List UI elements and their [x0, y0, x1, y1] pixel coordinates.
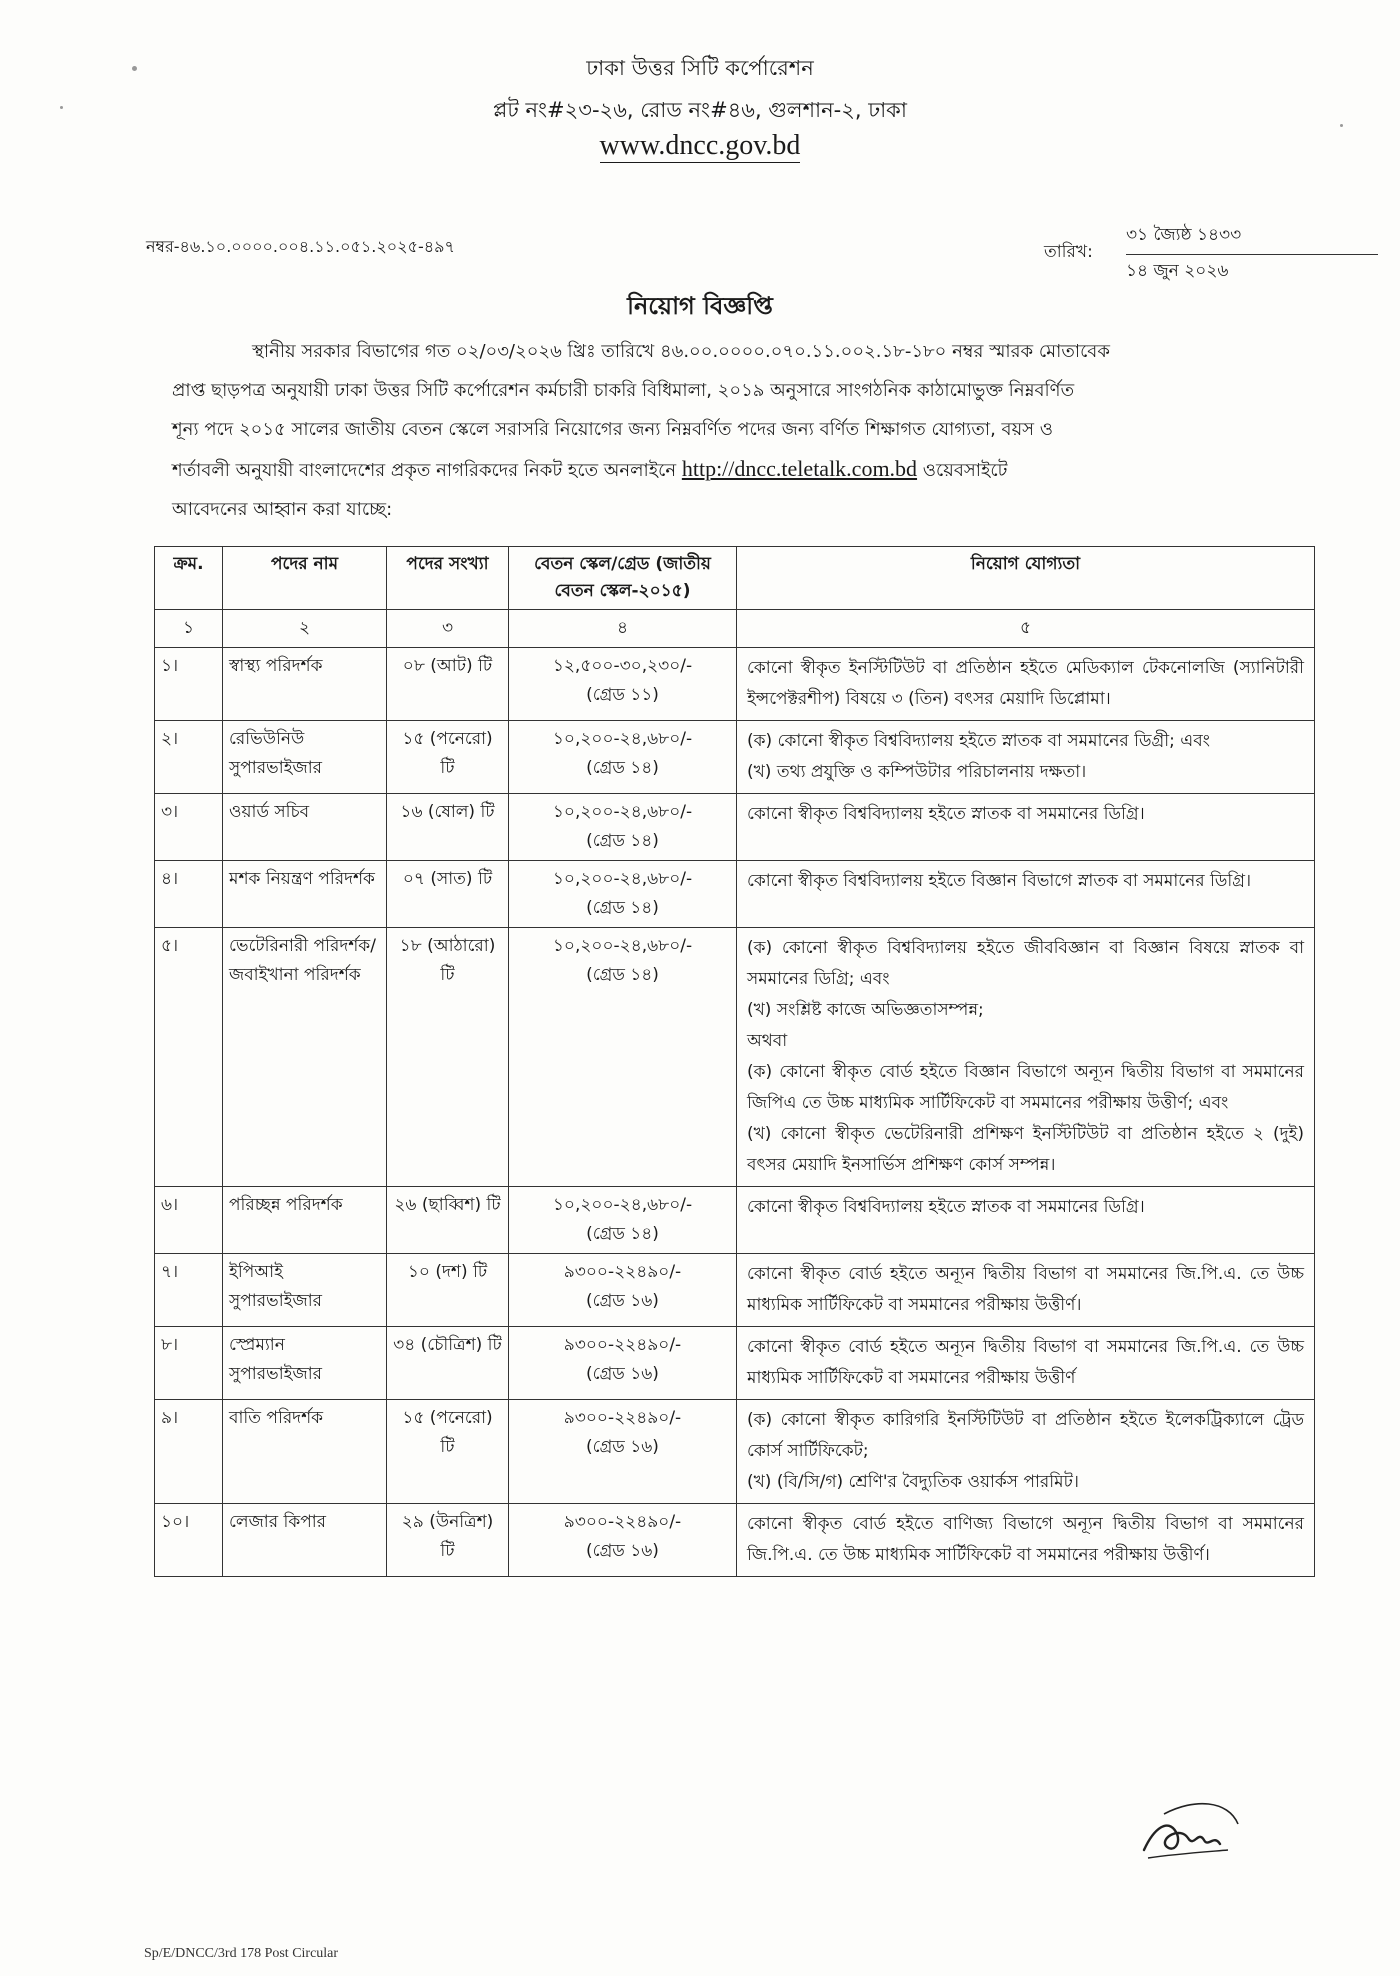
pay-scale-range: ১০,২০০-২৪,৬৮০/- — [552, 1195, 693, 1215]
cell-sl: ৬। — [155, 1187, 223, 1254]
cell-sl: ৭। — [155, 1254, 223, 1327]
pay-grade: (গ্রেড ১৪) — [586, 831, 659, 851]
cell-post-name: বাতি পরিদর্শক — [223, 1400, 387, 1504]
pay-scale-range: ১০,২০০-২৪,৬৮০/- — [552, 869, 693, 889]
org-name: ঢাকা উত্তর সিটি কর্পোরেশন — [586, 56, 814, 80]
table-row — [155, 928, 1315, 1187]
qualification-line: কোনো স্বীকৃত বোর্ড হইতে বাণিজ্য বিভাগে অন্যূন দ্বিতীয় বিভাগ বা সমমানের জি.পি.এ. তে উচ্চ মাধ্যমিক সার্টিফিকেট বা সমমানের পরীক্ষায় উত্তীর্ণ। — [747, 1514, 1304, 1565]
qualification-line: কোনো স্বীকৃত বোর্ড হইতে অন্যূন দ্বিতীয় বিভাগ বা সমমানের জি.পি.এ. তে উচ্চ মাধ্যমিক সার্টিফিকেট বা সমমানের পরীক্ষায় উত্তীর্ণ — [747, 1337, 1304, 1388]
pay-scale-range: ৯৩০০-২২৪৯০/- — [563, 1335, 682, 1355]
qualification-line: কোনো স্বীকৃত বোর্ড হইতে অন্যূন দ্বিতীয় বিভাগ বা সমমানের জি.পি.এ. তে উচ্চ মাধ্যমিক সার্টিফিকেট বা সমমানের পরীক্ষায় উত্তীর্ণ। — [747, 1264, 1304, 1315]
cell-sl: ৫। — [155, 928, 223, 1187]
date-block — [1044, 222, 1378, 284]
handwritten-signature-icon — [1124, 1788, 1244, 1872]
cell-post-count: ৩৪ (চৌত্রিশ) টি — [387, 1327, 509, 1400]
pay-scale-range: ৯৩০০-২২৪৯০/- — [563, 1512, 682, 1532]
cell-post-name: স্প্রেম্যান সুপারভাইজার — [223, 1327, 387, 1400]
qualification-line: কোনো স্বীকৃত বিশ্ববিদ্যালয় হইতে স্নাতক বা সমমানের ডিগ্রি। — [747, 804, 1145, 824]
pay-grade: (গ্রেড ১৪) — [586, 898, 659, 918]
cell-pay-scale — [509, 794, 737, 861]
cell-post-count: ১৫ (পনেরো) টি — [387, 1400, 509, 1504]
cell-sl: ৪। — [155, 861, 223, 928]
org-address: প্লট নং#২৩-২৬, রোড নং#৪৬, গুলশান-২, ঢাকা — [493, 98, 907, 122]
cell-qualification — [737, 1187, 1315, 1254]
page-title: নিয়োগ বিজ্ঞপ্তি — [627, 292, 773, 320]
cell-qualification — [737, 794, 1315, 861]
pay-grade: (গ্রেড ১৪) — [586, 758, 659, 778]
cell-qualification — [737, 1400, 1315, 1504]
column-number-row — [155, 610, 1315, 648]
table-row — [155, 1400, 1315, 1504]
cell-post-count: ০৭ (সাত) টি — [387, 861, 509, 928]
col-number: ৩ — [387, 610, 509, 648]
cell-pay-scale — [509, 1504, 737, 1577]
qualification-line: (খ) তথ্য প্রযুক্তি ও কম্পিউটার পরিচালনায় দক্ষতা। — [747, 762, 1087, 782]
cell-post-name: মশক নিয়ন্ত্রণ পরিদর্শক — [223, 861, 387, 928]
cell-sl: ১০। — [155, 1504, 223, 1577]
cell-qualification — [737, 1327, 1315, 1400]
col-header-post: পদের নাম — [223, 547, 387, 610]
qualification-line: কোনো স্বীকৃত বিশ্ববিদ্যালয় হইতে বিজ্ঞান বিভাগে স্নাতক বা সমমানের ডিগ্রি। — [747, 871, 1252, 891]
col-number: ৫ — [737, 610, 1315, 648]
qualification-line: কোনো স্বীকৃত বিশ্ববিদ্যালয় হইতে স্নাতক বা সমমানের ডিগ্রি। — [747, 1197, 1145, 1217]
qualification-line: (খ) (বি/সি/গ) শ্রেণি'র বৈদ্যুতিক ওয়ার্কস পারমিট। — [747, 1472, 1079, 1492]
cell-pay-scale — [509, 1254, 737, 1327]
table-row — [155, 1187, 1315, 1254]
table-row — [155, 1327, 1315, 1400]
intro-line: আবেদনের আহ্বান করা যাচ্ছে: — [172, 499, 393, 520]
pay-scale-range: ১২,৫০০-৩০,২৩০/- — [552, 656, 693, 676]
table-header-row — [155, 547, 1315, 610]
table-row — [155, 648, 1315, 721]
qualification-line: (ক) কোনো স্বীকৃত বিশ্ববিদ্যালয় হইতে জীববিজ্ঞান বা বিজ্ঞান বিষয়ে স্নাতক বা সমমানের ডিগ্রি; এবং — [747, 938, 1304, 989]
cell-qualification — [737, 861, 1315, 928]
memo-number: নম্বর-৪৬.১০.০০০০.০০৪.১১.০৫১.২০২৫-৪৯৭ — [146, 237, 455, 256]
cell-qualification — [737, 721, 1315, 794]
qualification-line: (ক) কোনো স্বীকৃত বোর্ড হইতে বিজ্ঞান বিভাগে অন্যূন দ্বিতীয় বিভাগ বা সমমানের জিপিএ তে উচ্চ মাধ্যমিক সার্টিফিকেট বা সমমানের পরীক্ষায় উত্তীর্ণ; এবং — [747, 1062, 1304, 1113]
cell-post-count: ০৮ (আট) টি — [387, 648, 509, 721]
cell-post-name: রেভিউনিউ সুপারভাইজার — [223, 721, 387, 794]
cell-post-count: ১৮ (আঠারো) টি — [387, 928, 509, 1187]
table-row — [155, 721, 1315, 794]
pay-grade: (গ্রেড ১৬) — [586, 1364, 659, 1384]
cell-post-name: ওয়ার্ড সচিব — [223, 794, 387, 861]
cell-qualification — [737, 928, 1315, 1187]
intro-line: শর্তাবলী অনুযায়ী বাংলাদেশের প্রকৃত নাগরিকদের নিকট হতে অনলাইনে http://dncc.teletalk.com.bd ওয়েবসাইটে — [172, 456, 1008, 481]
pay-grade: (গ্রেড ১৪) — [586, 1224, 659, 1244]
cell-pay-scale — [509, 861, 737, 928]
cell-post-count: ২৯ (উনত্রিশ) টি — [387, 1504, 509, 1577]
qualification-line: (খ) সংশ্লিষ্ট কাজে অভিজ্ঞতাসম্পন্ন; — [747, 1000, 984, 1020]
cell-pay-scale — [509, 721, 737, 794]
cell-post-name: স্বাস্থ্য পরিদর্শক — [223, 648, 387, 721]
qualification-line: কোনো স্বীকৃত ইনস্টিটিউট বা প্রতিষ্ঠান হইতে মেডিক্যাল টেকনোলজি (স্যানিটারী ইন্সপেক্টরশীপ) বিষয়ে ৩ (তিন) বৎসর মেয়াদি ডিপ্লোমা। — [747, 658, 1304, 709]
cell-post-count: ১০ (দশ) টি — [387, 1254, 509, 1327]
cell-sl: ১। — [155, 648, 223, 721]
cell-pay-scale — [509, 928, 737, 1187]
cell-sl: ৯। — [155, 1400, 223, 1504]
posts-table — [154, 546, 1315, 1577]
col-number: ১ — [155, 610, 223, 648]
qualification-line: (ক) কোনো স্বীকৃত বিশ্ববিদ্যালয় হইতে স্নাতক বা সমমানের ডিগ্রী; এবং — [747, 731, 1210, 751]
cell-post-count: ১৫ (পনেরো) টি — [387, 721, 509, 794]
table-row — [155, 861, 1315, 928]
table-row — [155, 1504, 1315, 1577]
cell-post-name: পরিচ্ছন্ন পরিদর্শক — [223, 1187, 387, 1254]
col-header-qualification: নিয়োগ যোগ্যতা — [737, 547, 1315, 610]
cell-post-name: ভেটেরিনারী পরিদর্শক/ জবাইখানা পরিদর্শক — [223, 928, 387, 1187]
cell-post-name: ইপিআই সুপারভাইজার — [223, 1254, 387, 1327]
col-header-sl: ক্রম. — [155, 547, 223, 610]
intro-line: স্থানীয় সরকার বিভাগের গত ০২/০৩/২০২৬ খ্রিঃ তারিখে ৪৬.০০.০০০০.০৭০.১১.০০২.১৮-১৮০ নম্বর স্মারক মোতাবেক — [252, 341, 1110, 362]
intro-line: শূন্য পদে ২০১৫ সালের জাতীয় বেতন স্কেলে সরাসরি নিয়োগের জন্য নিম্নবর্ণিত পদের জন্য বর্ণিত শিক্ষাগত যোগ্যতা, বয়স ও — [172, 419, 1054, 440]
qualification-line: (ক) কোনো স্বীকৃত কারিগরি ইনস্টিটিউট বা প্রতিষ্ঠান হইতে ইলেকট্রিক্যালে ট্রেড কোর্স সার্টিফিকেট; — [747, 1410, 1304, 1461]
cell-post-count: ১৬ (ষোল) টি — [387, 794, 509, 861]
table-row — [155, 1254, 1315, 1327]
cell-pay-scale — [509, 1327, 737, 1400]
col-header-count: পদের সংখ্যা — [387, 547, 509, 610]
pay-grade: (গ্রেড ১৬) — [586, 1437, 659, 1457]
pay-grade: (গ্রেড ১৪) — [586, 965, 659, 985]
scan-speck — [1340, 124, 1343, 127]
col-number: ২ — [223, 610, 387, 648]
cell-pay-scale — [509, 1400, 737, 1504]
date-english: ১৪ জুন ২০২৬ — [1126, 261, 1229, 281]
intro-paragraph — [172, 332, 1307, 529]
intro-line: প্রাপ্ত ছাড়পত্র অনুযায়ী ঢাকা উত্তর সিটি কর্পোরেশন কর্মচারী চাকরি বিধিমালা, ২০১৯ অনুসারে সাংগঠনিক কাঠামোভুক্ত নিম্নবর্ণিত — [172, 380, 1075, 401]
date-label: তারিখ: — [1044, 242, 1093, 262]
pay-scale-range: ১০,২০০-২৪,৬৮০/- — [552, 936, 693, 956]
cell-qualification — [737, 648, 1315, 721]
pay-grade: (গ্রেড ১৬) — [586, 1291, 659, 1311]
cell-qualification — [737, 1254, 1315, 1327]
date-bangla: ৩১ জ্যৈষ্ঠ ১৪৩৩ — [1126, 222, 1378, 255]
pay-grade: (গ্রেড ১৬) — [586, 1541, 659, 1561]
cell-sl: ৮। — [155, 1327, 223, 1400]
qualification-line: অথবা — [747, 1031, 788, 1051]
footer-reference: Sp/E/DNCC/3rd 178 Post Circular — [144, 1946, 339, 1961]
pay-scale-range: ৯৩০০-২২৪৯০/- — [563, 1262, 682, 1282]
cell-sl: ৩। — [155, 794, 223, 861]
cell-sl: ২। — [155, 721, 223, 794]
col-header-scale: বেতন স্কেল/গ্রেড (জাতীয় বেতন স্কেল-২০১৫) — [509, 547, 737, 610]
qualification-line: (খ) কোনো স্বীকৃত ভেটেরিনারী প্রশিক্ষণ ইনস্টিটিউট বা প্রতিষ্ঠান হইতে ২ (দুই) বৎসর মেয়াদি ইনসার্ভিস প্রশিক্ষণ কোর্স সম্পন্ন। — [747, 1124, 1304, 1175]
website-link[interactable]: www.dncc.gov.bd — [599, 130, 801, 161]
scan-speck — [132, 66, 137, 71]
pay-scale-range: ১০,২০০-২৪,৬৮০/- — [552, 802, 693, 822]
col-number: ৪ — [509, 610, 737, 648]
pay-scale-range: ১০,২০০-২৪,৬৮০/- — [552, 729, 693, 749]
pay-grade: (গ্রেড ১১) — [586, 685, 659, 705]
pay-scale-range: ৯৩০০-২২৪৯০/- — [563, 1408, 682, 1428]
cell-pay-scale — [509, 1187, 737, 1254]
apply-link[interactable]: http://dncc.teletalk.com.bd — [681, 456, 918, 481]
cell-qualification — [737, 1504, 1315, 1577]
table-row — [155, 794, 1315, 861]
scan-speck — [60, 106, 63, 109]
cell-post-count: ২৬ (ছাব্বিশ) টি — [387, 1187, 509, 1254]
cell-pay-scale — [509, 648, 737, 721]
cell-post-name: লেজার কিপার — [223, 1504, 387, 1577]
